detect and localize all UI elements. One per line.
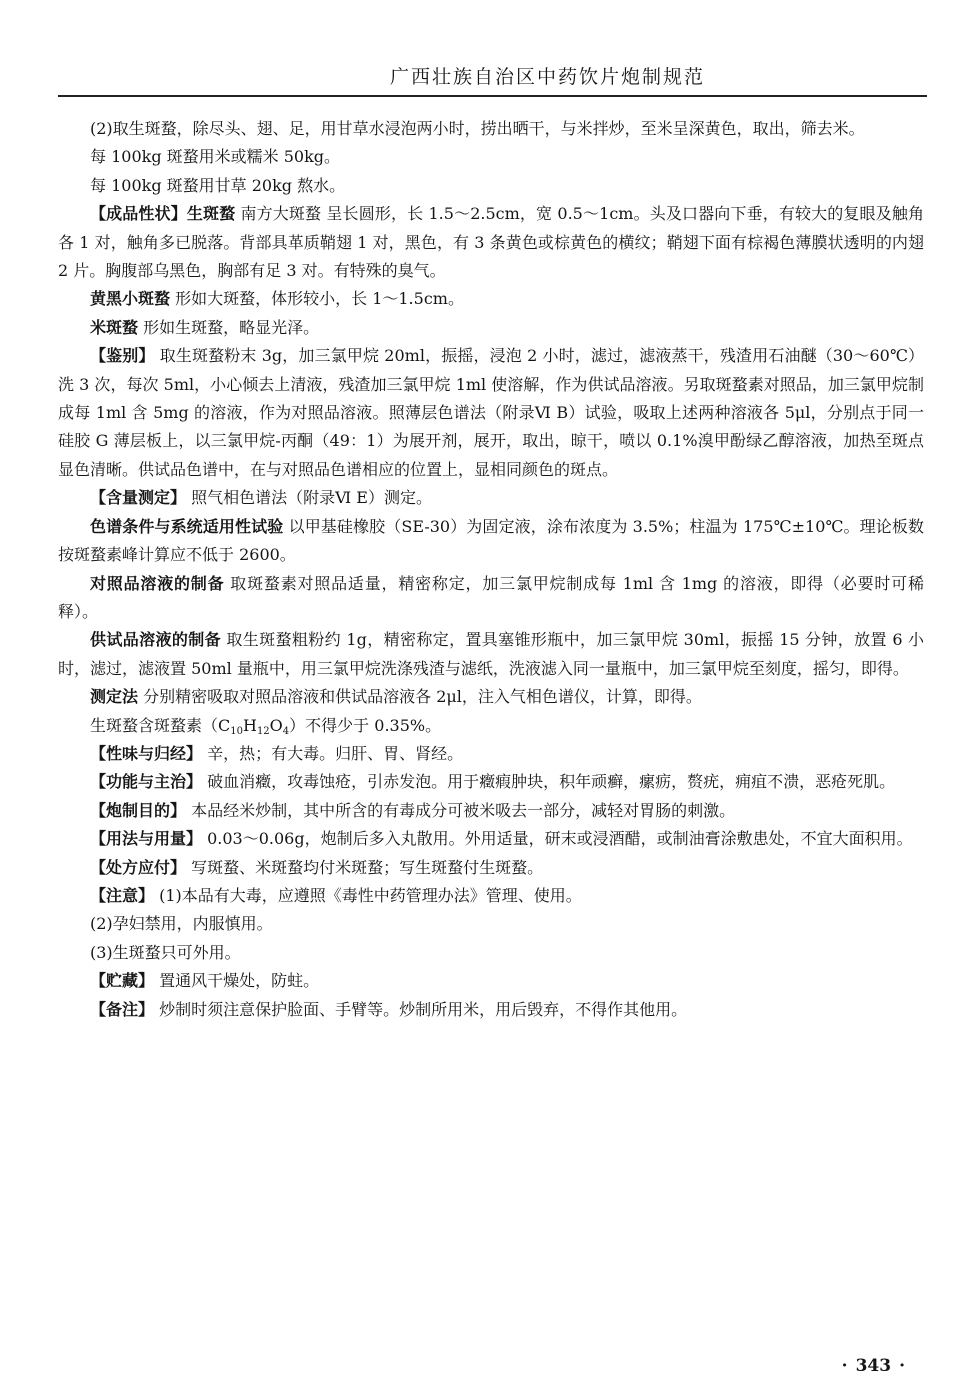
- rice-mylabris-description: 形如生斑蝥，略显光泽。: [138, 317, 320, 337]
- storage-text: 置通风干燥处，防蛀。: [154, 971, 320, 991]
- conditions-label: 色谱条件与系统适用性试验: [90, 516, 284, 536]
- identification-paragraph: [58, 342, 924, 484]
- purpose-label: 【炮制目的】: [90, 800, 187, 820]
- function-paragraph: [58, 768, 924, 796]
- identification-label: 【鉴别】: [90, 346, 155, 366]
- rice-ratio: 每 100kg 斑蝥用米或糯米 50kg。: [90, 147, 341, 167]
- hydrogen-symbol: H: [242, 715, 257, 735]
- rice-mylabris-paragraph: [58, 314, 924, 342]
- raw-mylabris-description: 南方大斑蝥 呈长圆形，长 1.5～2.5cm，宽 0.5～1cm。头及口器向下垂，有较大的复眼及触角各 1 对，触角多已脱落。背部具革质鞘翅 1 对，黑色，有 3 条黄色或棕黄色的横纹；鞘翅下面有棕褐色薄膜状透明的内翅 2 片。胸腹部乌黑色，胸部有足 3 对。有特殊的臭气。: [58, 204, 924, 281]
- assay-paragraph: [58, 484, 924, 512]
- carbon-subscript: 10: [230, 725, 243, 737]
- procedure-text: 分别精密吸取对照品溶液和供试品溶液各 2μl，注入气相色谱仪，计算，即得。: [138, 687, 702, 707]
- reference-label: 对照品溶液的制备: [90, 573, 225, 593]
- test-solution: [58, 626, 924, 683]
- assay-label: 【含量测定】: [90, 488, 187, 508]
- monograph-body: [58, 115, 924, 1024]
- raw-mylabris-name: 生斑蝥: [186, 204, 236, 224]
- procedure-label: 测定法: [90, 687, 139, 707]
- usage-label: 【用法与用量】: [90, 829, 203, 849]
- usage-paragraph: [58, 825, 924, 853]
- properties-label: 【成品性状】: [90, 204, 187, 224]
- header-rule: [58, 95, 927, 97]
- chromatographic-conditions: [58, 513, 924, 570]
- storage-label: 【贮藏】: [90, 971, 155, 991]
- properties-paragraph: [58, 200, 924, 285]
- reference-solution: [58, 570, 924, 627]
- page-number-value: 343: [855, 1356, 892, 1376]
- usage-text: 0.03～0.06g，炮制后多入丸散用。外用适量，研末或浸酒醋，或制油膏涂敷患处，不宜大面积用。: [202, 829, 913, 849]
- caution-paragraph: [58, 882, 924, 910]
- rice-mylabris-name: 米斑蝥: [90, 317, 139, 337]
- function-text: 破血消癥，攻毒蚀疮，引赤发泡。用于癥瘕肿块，积年顽癣，瘰疬，赘疣，痈疽不溃，恶疮死肌。: [202, 772, 896, 792]
- running-header: 广西壮族自治区中药饮片炮制规范: [389, 66, 705, 88]
- nature-label: 【性味与归经】: [90, 743, 203, 763]
- small-mylabris-description: 形如大斑蝥，体形较小，长 1～1.5cm。: [170, 289, 464, 309]
- prescription-label: 【处方应付】: [90, 857, 187, 877]
- identification-text: 取生斑蝥粉末 3g，加三氯甲烷 20ml，振摇，浸泡 2 小时，滤过，滤液蒸干，残渣用石油醚（30～60℃）洗 3 次，每次 5ml，小心倾去上清液，残渣加三氯甲烷 1ml 使溶解，作为供试品溶液。另取斑蝥素对照品，加三氯甲烷制成每 1ml 含 5mg 的溶液，作为对照品溶液。照薄层色谱法（附录Ⅵ B）试验，吸取上述两种溶液各 5μl，分别点于同一硅胶 G 薄层板上，以三氯甲烷-丙酮（49：1）为展开剂，展开，取出，晾干，喷以 0.1%溴甲酚绿乙醇溶液，加热至斑点显色清晰。供试品色谱中，在与对照品色谱相应的位置上，显相同颜色的斑点。: [58, 346, 924, 479]
- nature-text: 辛，热；有大毒。归肝、胃、肾经。: [202, 743, 464, 763]
- licorice-ratio: 每 100kg 斑蝥用甘草 20kg 熬水。: [90, 175, 346, 195]
- content-limit: [58, 712, 924, 740]
- page-number: · 343 ·: [841, 1356, 905, 1376]
- processing-step-2: (2)取生斑蝥，除尽头、翅、足，用甘草水浸泡两小时，捞出晒干，与米拌炒，至米呈深黄色，取出，筛去米。: [90, 119, 865, 138]
- small-mylabris-paragraph: [58, 285, 924, 313]
- caution-text-1: (1)本品有大毒，应遵照《毒性中药管理办法》管理、使用。: [154, 885, 582, 905]
- prescription-text: 写斑蝥、米斑蝥均付米斑蝥；写生斑蝥付生斑蝥。: [186, 857, 544, 877]
- caution-3: (3)生斑蝥只可外用。: [90, 942, 241, 962]
- hydrogen-subscript: 12: [256, 725, 270, 737]
- remarks-paragraph: [58, 996, 924, 1024]
- function-label: 【功能与主治】: [90, 772, 203, 792]
- purpose-text: 本品经米炒制，其中所含的有毒成分可被米吸去一部分，减轻对胃肠的刺激。: [186, 800, 736, 820]
- prescription-paragraph: [58, 854, 924, 882]
- procedure: [58, 683, 924, 711]
- assay-text: 照气相色谱法（附录Ⅵ E）测定。: [186, 488, 432, 508]
- nature-paragraph: [58, 740, 924, 768]
- remarks-text: 炒制时须注意保护脸面、手臂等。炒制所用米，用后毁弃，不得作其他用。: [154, 999, 688, 1019]
- test-solution-label: 供试品溶液的制备: [90, 630, 221, 650]
- caution-label: 【注意】: [90, 885, 155, 905]
- conditions-text: 以甲基硅橡胶（SE-30）为固定液，涂布浓度为 3.5%；柱温为 175℃±10℃。理论板数按斑蝥素峰计算应不低于 2600。: [58, 516, 924, 565]
- limit-text-end: ）不得少于 0.35%。: [289, 715, 442, 735]
- reference-text: 取斑蝥素对照品适量，精密称定，加三氯甲烷制成每 1ml 含 1mg 的溶液，即得（必要时可稀释）。: [58, 573, 924, 621]
- oxygen-symbol: O: [269, 715, 283, 735]
- small-mylabris-name: 黄黑小斑蝥: [90, 289, 171, 309]
- caution-2: (2)孕妇禁用，内服慎用。: [90, 914, 273, 934]
- test-solution-text: 取生斑蝥粗粉约 1g，精密称定，置具塞锥形瓶中，加三氯甲烷 30ml，振摇 15 分钟，放置 6 小时，滤过，滤液置 50ml 量瓶中，用三氯甲烷洗涤残渣与滤纸，洗液滤入同一量瓶中，加三氯甲烷至刻度，摇匀，即得。: [58, 630, 924, 678]
- remarks-label: 【备注】: [90, 999, 155, 1019]
- limit-text-start: 生斑蝥含斑蝥素（C: [90, 715, 231, 735]
- oxygen-subscript: 4: [282, 725, 290, 737]
- storage-paragraph: [58, 967, 924, 995]
- purpose-paragraph: [58, 797, 924, 825]
